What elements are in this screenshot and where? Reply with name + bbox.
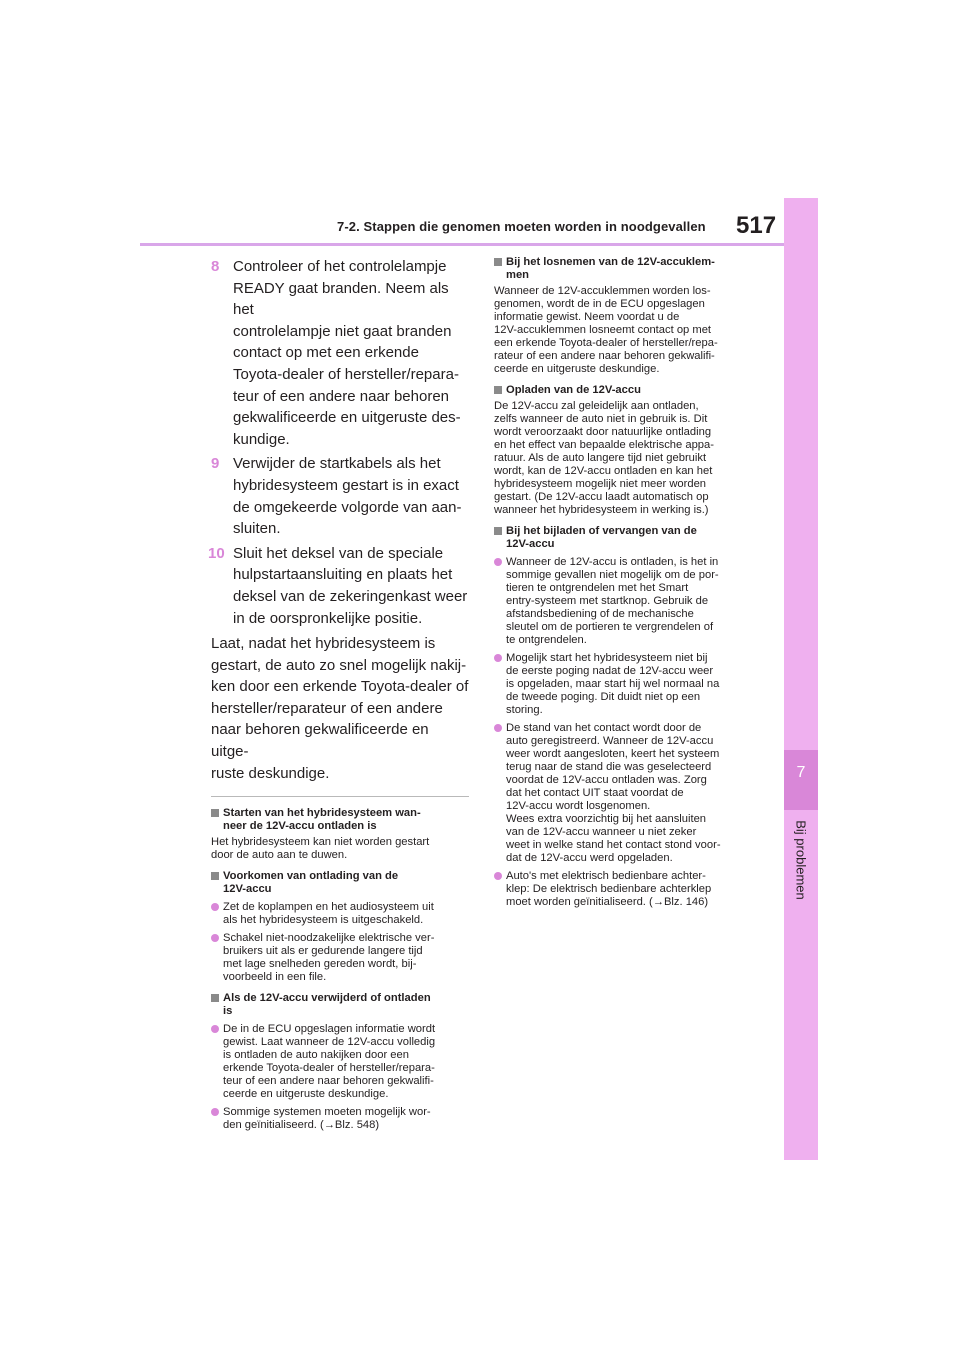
text-line: erkende Toyota-dealer of hersteller/repara-: [223, 1062, 435, 1075]
text-line: den geïnitialiseerd. (→Blz. 548): [223, 1119, 380, 1132]
text-line: weet in welke stand het contact stond voor-: [506, 839, 721, 851]
text-line: Verwijder de startkabels als het: [233, 455, 441, 473]
step-item: [208, 543, 469, 629]
text-line: sommige gevallen niet mogelijk om de por-: [506, 569, 719, 581]
text-line: hersteller/reparateur of een andere: [211, 699, 443, 717]
text-line: Voorkomen van ontlading van de: [223, 870, 399, 883]
square-bullet-icon: [211, 872, 219, 880]
note-bullet: [494, 722, 758, 865]
round-bullet-icon: [211, 1108, 219, 1116]
note-bullet: [211, 901, 469, 927]
text-line: is: [223, 1005, 233, 1018]
text-line: dat het contact UIT staat voordat de: [506, 787, 684, 799]
text-line: moet worden geïnitialiseerd. (→Blz. 146): [506, 896, 709, 908]
text-line: Bij het bijladen of vervangen van de: [506, 525, 697, 537]
text-line: is opgeladen, maar start hij wel normaal na: [506, 678, 720, 690]
right-column: [494, 256, 758, 909]
text-line: naar behoren gekwalificeerde en uitge-: [211, 721, 429, 761]
step-text: [233, 258, 461, 448]
text-line: Sluit het deksel van de speciale: [233, 544, 444, 562]
text-line: wanneer het hybridesysteem in werking is.): [494, 504, 709, 516]
text-line: wordt veroorzaakt door natuurlijke ontlading: [494, 426, 712, 438]
square-bullet-icon: [211, 994, 219, 1002]
text-line: Wanneer de 12V-accu is ontladen, is het in: [506, 556, 719, 568]
text-line: De stand van het contact wordt door de: [506, 722, 702, 734]
text-line: Bij het losnemen van de 12V-accuklem-: [506, 256, 715, 268]
square-bullet-icon: [494, 527, 502, 535]
text-line: teur of een andere naar behoren gekwalifi-: [223, 1075, 434, 1088]
text-line: ratuur. Als de auto langere tijd niet gebruikt: [494, 452, 707, 464]
text-line: gestart, de auto zo snel mogelijk nakij-: [211, 656, 467, 674]
text-line: sluiten.: [233, 520, 281, 538]
text-line: hybridesysteem mogelijk niet meer worden: [494, 478, 707, 490]
step-text: [233, 455, 462, 537]
note-title: [494, 525, 758, 551]
text-line: 12V-accu: [506, 538, 555, 550]
text-line: informatie gewist. Neem voordat u de: [494, 311, 680, 323]
note-title: [211, 807, 469, 833]
text-line: Het hybridesysteem kan niet worden gestart: [211, 836, 430, 849]
chapter-side-tab: [784, 198, 818, 1160]
text-line: hybridesysteem gestart is in exact: [233, 476, 459, 494]
note-title: [211, 992, 469, 1018]
note-title: [211, 870, 469, 896]
text-line: Toyota-dealer of hersteller/repara-: [233, 365, 459, 383]
header-rule: [140, 243, 784, 246]
right-notes: [494, 256, 758, 909]
text-line: weer wordt aangesloten, keert het systeem: [506, 748, 720, 760]
text-line: de omgekeerde volgorde van aan-: [233, 498, 462, 516]
step-number: 9: [211, 455, 220, 473]
text-line: dat de 12V-accu werd opgeladen.: [506, 852, 673, 864]
text-line: gewist. Laat wanneer de 12V-accu volledig: [223, 1036, 436, 1049]
text-line: ceerde en uitgeruste deskundige.: [223, 1088, 389, 1101]
round-bullet-icon: [494, 558, 502, 566]
text-line: klep: De elektrisch bedienbare achterklep: [506, 883, 712, 895]
text-line: ruste deskundige.: [211, 764, 330, 782]
step-item: [211, 453, 469, 539]
step-number: 10: [208, 544, 225, 562]
text-line: READY gaat branden. Neem als het: [233, 279, 449, 319]
text-line: Mogelijk start het hybridesysteem niet bij: [506, 652, 708, 664]
text-line: Als de 12V-accu verwijderd of ontladen: [223, 992, 431, 1005]
section-header-title: 7-2. Stappen die genomen moeten worden in noodgevallen: [337, 219, 706, 234]
note-bullet: [494, 870, 758, 909]
square-bullet-icon: [494, 258, 502, 266]
square-bullet-icon: [211, 809, 219, 817]
round-bullet-icon: [211, 1025, 219, 1033]
text-line: bruikers uit als er gedurende langere tijd: [223, 945, 423, 958]
chapter-label: Bij problemen: [793, 820, 809, 900]
round-bullet-icon: [494, 654, 502, 662]
text-line: 12V-accuklemmen losneemt contact op met: [494, 324, 712, 336]
text-line: Wanneer de 12V-accuklemmen worden los-: [494, 285, 711, 297]
note-bullet: [494, 652, 758, 717]
text-line: men: [506, 269, 530, 281]
text-line: een erkende Toyota-dealer of hersteller/repa-: [494, 337, 718, 349]
text-line: gekwalificeerde en uitgeruste des-: [233, 409, 461, 427]
text-line: auto geregistreerd. Wanneer de 12V-accu: [506, 735, 714, 747]
text-line: storing.: [506, 704, 543, 716]
note-body: [211, 836, 469, 862]
text-line: Zet de koplampen en het audiosysteem uit: [223, 901, 434, 914]
chapter-number: 7: [796, 764, 806, 781]
text-line: ceerde en uitgeruste deskundige.: [494, 363, 660, 375]
text-line: zelfs wanneer de auto niet in gebruik is. Dit: [494, 413, 708, 425]
text-line: kundige.: [233, 430, 290, 448]
note-body: [494, 400, 758, 517]
round-bullet-icon: [494, 724, 502, 732]
text-line: de tweede poging. Dit duidt niet op een: [506, 691, 701, 703]
text-line: sleutel om de portieren te vergrendelen of: [506, 621, 714, 633]
text-line: entry-systeem met startknop. Gebruik de: [506, 595, 709, 607]
text-line: door de auto aan te duwen.: [211, 849, 348, 862]
text-line: in de oorspronkelijke positie.: [233, 609, 423, 627]
text-line: Opladen van de 12V-accu: [506, 384, 641, 396]
text-line: hulpstartaansluiting en plaats het: [233, 566, 453, 584]
text-line: Starten van het hybridesysteem wan-: [223, 807, 421, 820]
text-line: terug naar de stand die was geselecteerd: [506, 761, 712, 773]
text-line: contact op met een erkende: [233, 344, 419, 362]
text-line: genomen, wordt de in de ECU opgeslagen: [494, 298, 705, 310]
divider: [211, 796, 469, 797]
text-line: rateur of een andere naar behoren gekwalifi-: [494, 350, 715, 362]
left-column: [208, 256, 469, 1132]
text-line: tieren te ontgrendelen met het Smart: [506, 582, 689, 594]
note-title: [494, 256, 758, 282]
round-bullet-icon: [494, 872, 502, 880]
text-line: 12V-accu: [223, 883, 272, 896]
note-body: [494, 285, 758, 376]
note-bullet: [211, 1106, 469, 1132]
round-bullet-icon: [211, 903, 219, 911]
step-item: [211, 256, 469, 450]
text-line: en het effect van bepaalde elektrische appa-: [494, 439, 714, 451]
square-bullet-icon: [494, 386, 502, 394]
text-line: Auto's met elektrisch bedienbare achter-: [506, 870, 706, 882]
text-line: controlelampje niet gaat branden: [233, 322, 452, 340]
round-bullet-icon: [211, 934, 219, 942]
step-text: [233, 545, 467, 627]
text-line: De in de ECU opgeslagen informatie wordt: [223, 1023, 436, 1036]
left-notes: [211, 807, 469, 1132]
text-line: als het hybridesysteem is uitgeschakeld.: [223, 914, 424, 927]
page-number: 517: [736, 212, 777, 239]
note-bullet: [494, 556, 758, 647]
text-line: Wees extra voorzichtig bij het aansluiten: [506, 813, 707, 825]
text-line: afstandsbediening of de mechanische: [506, 608, 694, 620]
text-line: de eerste poging nadat de 12V-accu weer: [506, 665, 714, 677]
text-line: wordt, kan de 12V-accu ontladen en kan het: [494, 465, 713, 477]
step-list: [208, 256, 469, 629]
text-line: Controleer of het controlelampje: [233, 258, 447, 275]
note-title: [494, 384, 758, 397]
text-line: met lage snelheden gereden wordt, bij-: [223, 958, 417, 971]
text-line: is ontladen de auto nakijken door een: [223, 1049, 409, 1062]
text-line: 12V-accu wordt losgenomen.: [506, 800, 651, 812]
text-line: ken door een erkende Toyota-dealer of: [211, 678, 469, 696]
note-bullet: [211, 1023, 469, 1101]
text-line: van de 12V-accu wanneer u niet zeker: [506, 826, 697, 838]
text-line: De 12V-accu zal geleidelijk aan ontladen,: [494, 400, 699, 412]
text-line: gestart. (De 12V-accu laadt automatisch op: [494, 491, 709, 503]
closing-paragraph: [211, 633, 469, 784]
step-number: 8: [211, 258, 220, 275]
text-line: Sommige systemen moeten mogelijk wor-: [223, 1106, 431, 1119]
text-line: voorbeeld in een file.: [223, 971, 327, 984]
text-line: deksel van de zekeringenkast weer: [233, 587, 468, 605]
note-bullet: [211, 932, 469, 984]
text-line: Schakel niet-noodzakelijke elektrische ver-: [223, 932, 435, 945]
text-line: neer de 12V-accu ontladen is: [223, 820, 377, 833]
text-line: te ontgrendelen.: [506, 634, 587, 646]
text-line: teur of een andere naar behoren: [233, 387, 449, 405]
text-line: voordat de 12V-accu ontladen was. Zorg: [506, 774, 707, 786]
text-line: Laat, nadat het hybridesysteem is: [211, 635, 436, 653]
